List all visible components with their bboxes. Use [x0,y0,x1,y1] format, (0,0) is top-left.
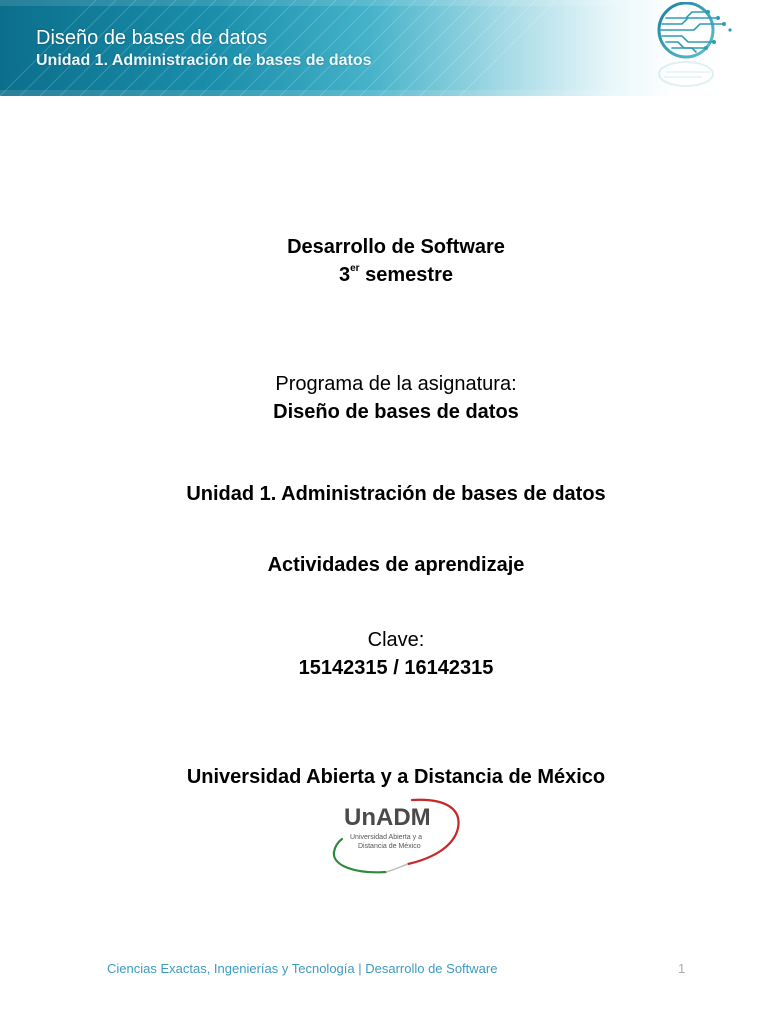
subject-label: Programa de la asignatura: [275,373,517,395]
key-value: 15142315 / 16142315 [298,657,494,679]
semester-word: semestre [359,264,453,286]
logo-subtitle-line2: Distancia de México [358,843,421,850]
logo-subtitle-line1: Universidad Abierta y a [350,834,422,841]
program-name: Desarrollo de Software [287,236,505,258]
semester-line [0,263,768,287]
header-course-title: Diseño de bases de datos [36,27,268,49]
unit-title: Unidad 1. Administración de bases de datos [186,483,606,505]
semester-suffix: er [350,263,360,275]
semester-number: 3 [339,264,351,286]
unadm-logo [326,794,466,876]
logo-wordmark: UnADM [344,804,431,831]
page-number: 1 [678,961,686,976]
subject-name: Diseño de bases de datos [273,401,519,423]
circuit-globe-icon [652,2,736,88]
key-label: Clave: [367,629,425,651]
activities-title: Actividades de aprendizaje [267,554,525,576]
university-name: Universidad Abierta y a Distancia de México [186,766,606,788]
header-unit-title: Unidad 1. Administración de bases de datos [36,52,372,69]
footer-text: Ciencias Exactas, Ingenierías y Tecnología | Desarrollo de Software [107,961,498,976]
